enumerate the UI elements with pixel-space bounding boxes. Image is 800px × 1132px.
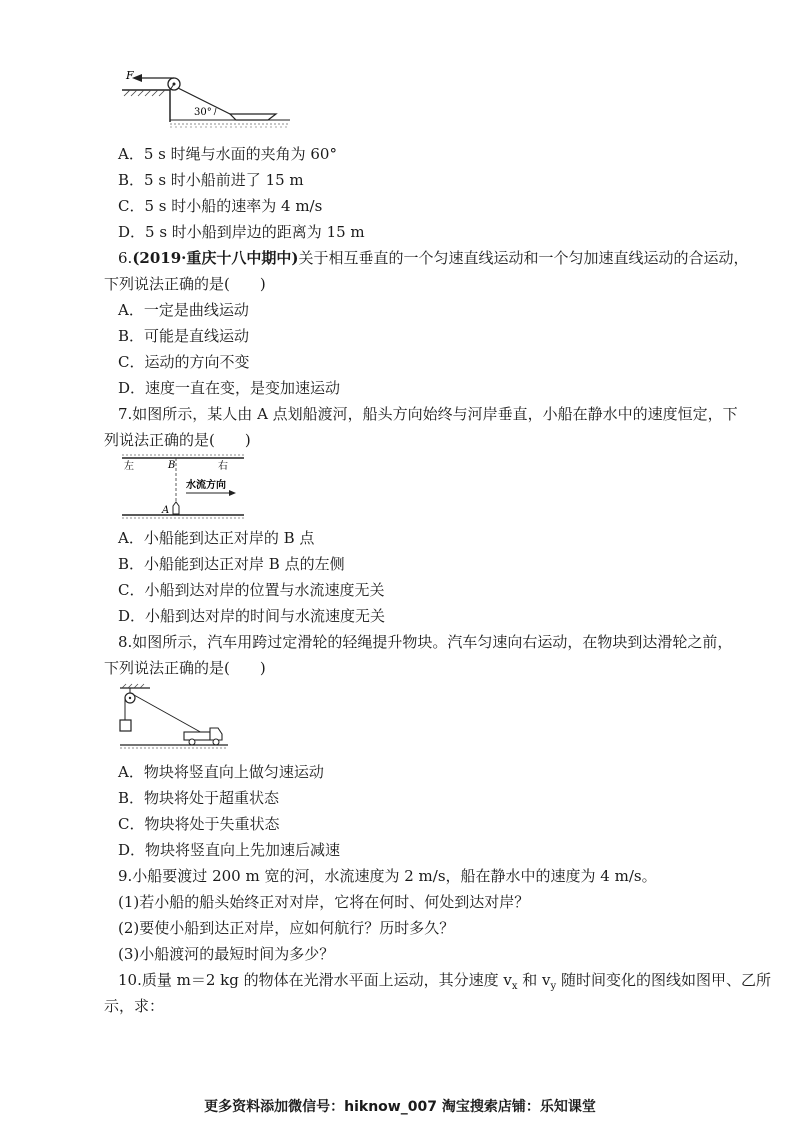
q5-option-d: D．5 s 时小船到岸边的距离为 15 m [118, 223, 365, 241]
q7-stem-line2: 列说法正确的是( ) [104, 431, 251, 449]
q5-option-c: C．5 s 时小船的速率为 4 m/s [118, 197, 323, 215]
q8-option-c: C．物块将处于失重状态 [118, 815, 280, 833]
q9-stem: 9.小船要渡过 200 m 宽的河，水流速度为 2 m/s，船在静水中的速度为 4 m/s。 [118, 867, 657, 885]
label-right: 右 [218, 461, 228, 472]
q6-option-b: B．可能是直线运动 [118, 327, 250, 345]
q10-stem-line1 [118, 970, 771, 997]
figure-river-crossing [118, 452, 248, 520]
q5-option-b: B．5 s 时小船前进了 15 m [118, 171, 304, 189]
q9-part3: (3)小船渡河的最短时间为多少？ [118, 945, 335, 963]
q8-stem-line1: 8.如图所示，汽车用跨过定滑轮的轻绳提升物块。汽车匀速向右运动，在物块到达滑轮之前， [118, 633, 733, 651]
q9-part1: (1)若小船的船头始终正对对岸，它将在何时、何处到达对岸？ [118, 893, 530, 911]
q6-stem-line1 [118, 248, 749, 268]
q10-text-c: 随时间变化的图线如图甲、乙所 [556, 971, 771, 989]
label-point-b: B [168, 460, 176, 471]
q5-option-a: A．5 s 时绳与水面的夹角为 60° [118, 145, 337, 163]
q10-text-a: 10.质量 m＝2 kg 的物体在光滑水平面上运动，其分速度 v [118, 971, 512, 989]
force-label: F [126, 69, 134, 82]
q9-part2: (2)要使小船到达正对岸，应如何航行？历时多久？ [118, 919, 455, 937]
angle-label: 30° [194, 107, 212, 118]
q6-option-c: C．运动的方向不变 [118, 353, 250, 371]
q6-option-d: D．速度一直在变，是变加速运动 [118, 379, 341, 397]
q6-source: (2019·重庆十八中期中) [132, 249, 299, 267]
q7-option-d: D．小船到达对岸的时间与水流速度无关 [118, 607, 386, 625]
q7-option-c: C．小船到达对岸的位置与水流速度无关 [118, 581, 385, 599]
page-footer: 更多资料添加微信号：hiknow_007 淘宝搜索店铺：乐知课堂 [204, 1099, 596, 1115]
q7-option-a: A．小船能到达正对岸的 B 点 [118, 529, 315, 547]
q8-option-d: D．物块将竖直向上先加速后减速 [118, 841, 341, 859]
label-point-a: A [162, 505, 170, 516]
q10-sub-y: y [550, 981, 557, 992]
q8-stem-line2: 下列说法正确的是( ) [104, 659, 266, 677]
q8-option-b: B．物块将处于超重状态 [118, 789, 280, 807]
q10-sub-x: x [511, 981, 518, 992]
figure-truck-pulley [118, 682, 230, 752]
q10-text-b: 和 v [517, 971, 551, 989]
q6-option-a: A．一定是曲线运动 [118, 301, 249, 319]
q7-stem-line1: 7.如图所示，某人由 A 点划船渡河，船头方向始终与河岸垂直，小船在静水中的速度恒定，下 [118, 405, 738, 423]
q10-stem-line2: 示，求： [104, 997, 165, 1015]
q7-option-b: B．小船能到达正对岸 B 点的左侧 [118, 555, 345, 573]
q6-text: 关于相互垂直的一个匀速直线运动和一个匀加速直线运动的合运动， [298, 249, 749, 267]
flow-label: 水流方向 [186, 480, 226, 491]
q6-stem-line2: 下列说法正确的是( ) [104, 275, 266, 293]
figure-pulley-boat [118, 68, 294, 134]
q8-option-a: A．物块将竖直向上做匀速运动 [118, 763, 324, 781]
label-left: 左 [124, 461, 134, 472]
q6-number: 6. [118, 249, 133, 267]
